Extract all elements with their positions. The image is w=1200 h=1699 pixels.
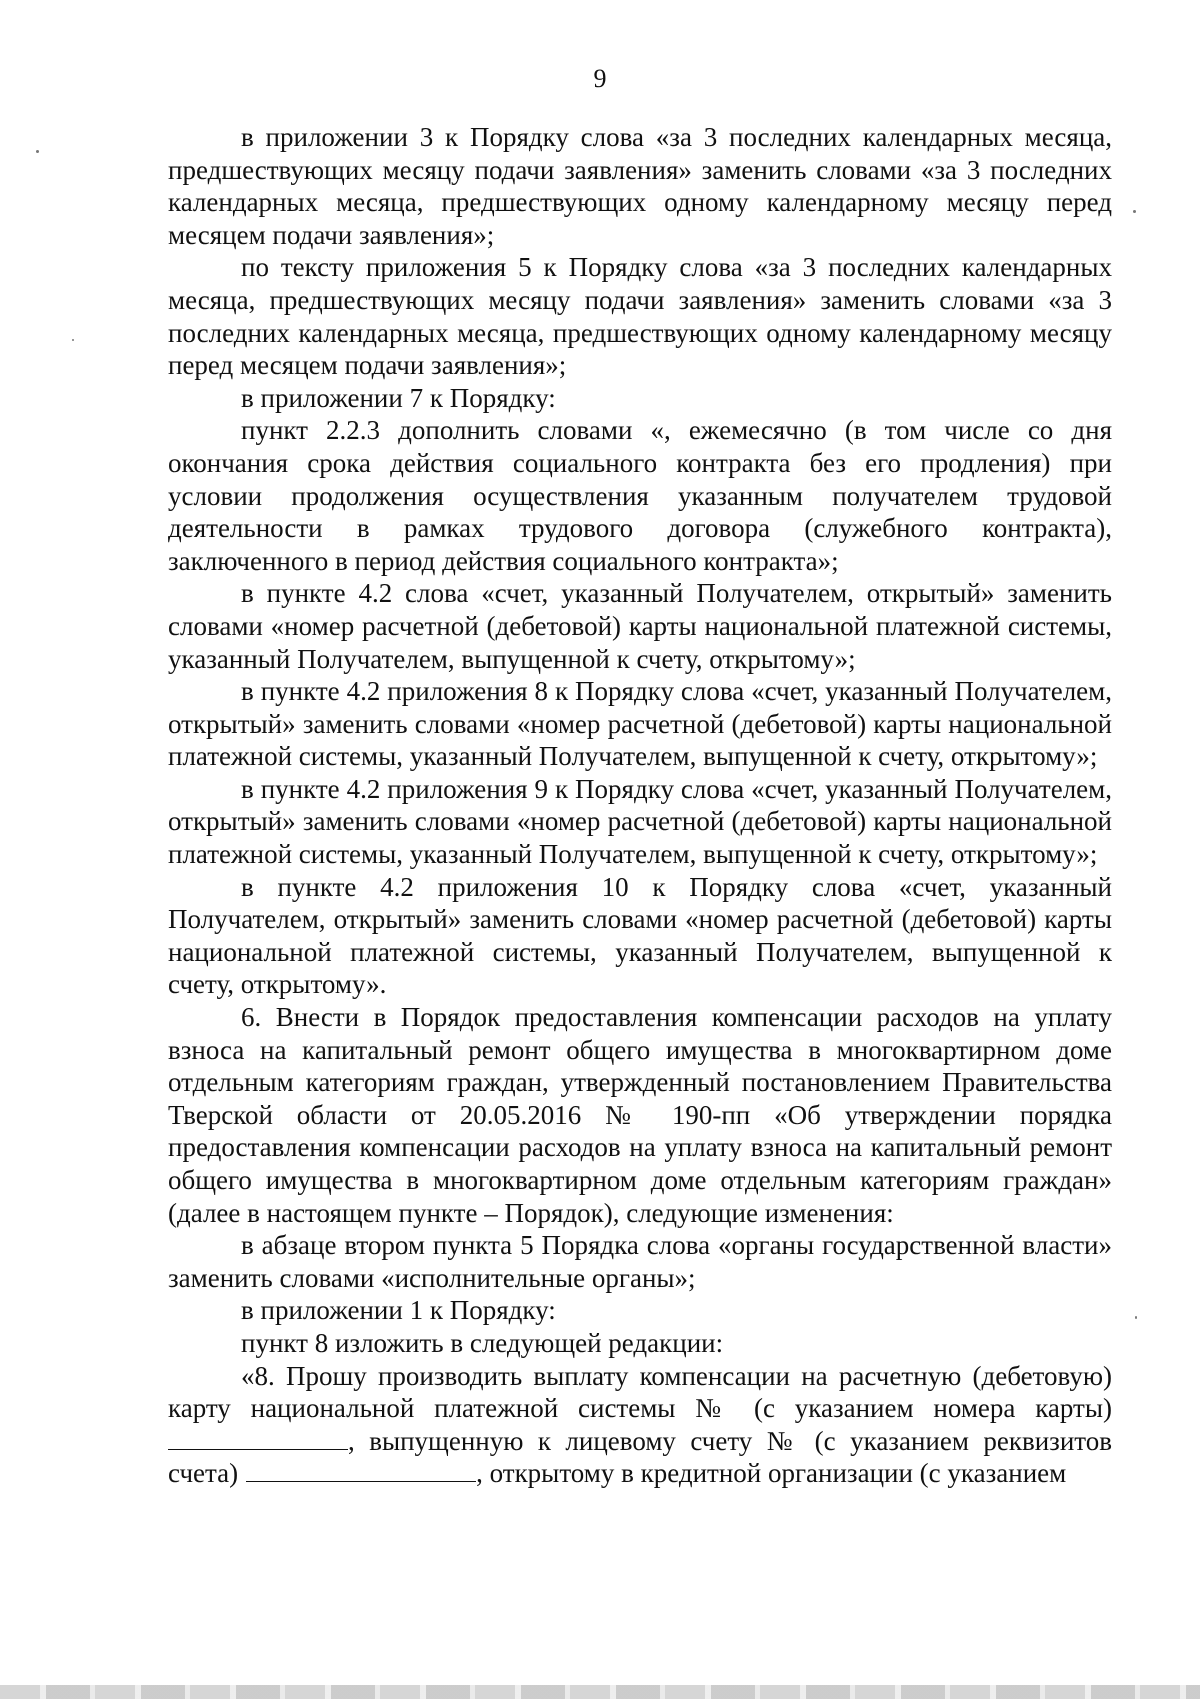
paragraph-item-8-text	[168, 1360, 1112, 1490]
card-number-blank	[168, 1429, 348, 1450]
paragraph-appendix-1-intro: в приложении 1 к Порядку:	[241, 1295, 556, 1326]
paragraph-appendix-8: в пункте 4.2 приложения 8 к Порядку слова «счет, указанный Получателем, открытый» заменить словами «номер расчетной (дебетовой) карты национальной платежной системы, указанный Получателем, выпущенной к счету, открытому»;	[168, 676, 1112, 772]
scan-speck	[72, 339, 74, 341]
item-8-text-part-1: «8. Прошу производить выплату компенсации на расчетную (дебетовую) карту национальной платежной системы № (с указанием номера карты)	[168, 1360, 1112, 1424]
paragraph-section-6: 6. Внести в Порядок предоставления компенсации расходов на уплату взноса на капитальный ремонт общего имущества в многоквартирном доме отдельным категориям граждан, утвержденный постановлением Правительства Тверской области от 20.05.2016 № 190-пп «Об утверждении порядка предоставления компенсации расходов на уплату взноса на капитальный ремонт общего имущества в многоквартирном доме отдельным категориям граждан» (далее в настоящем пункте – Порядок), следующие изменения:	[168, 1002, 1112, 1228]
paragraph-item-4-2: в пункте 4.2 слова «счет, указанный Получателем, открытый» заменить словами «номер расчетной (дебетовой) карты национальной платежной системы, указанный Получателем, выпущенной к счету, открытому»;	[168, 578, 1112, 674]
paragraph-appendix-10: в пункте 4.2 приложения 10 к Порядку слова «счет, указанный Получателем, открытый» заменить словами «номер расчетной (дебетовой) карты национальной платежной системы, указанный Получателем, выпущенной к счету, открытому».	[168, 871, 1112, 1000]
paragraph-appendix-3: в приложении 3 к Порядку слова «за 3 последних календарных месяца, предшествующих месяцу подачи заявления» заменить словами «за 3 последних календарных месяца, предшествующих одному календарному месяцу перед месяцем подачи заявления»;	[168, 122, 1112, 250]
item-8-text-part-2: , выпущенную к лицевому счету № (с указанием реквизитов счета)	[168, 1425, 1112, 1489]
paragraph-appendix-5: по тексту приложения 5 к Порядку слова «за 3 последних календарных месяца, предшествующих месяцу подачи заявления» заменить словами «за 3 последних календарных месяца, предшествующих одному календарному месяцу перед месяцем подачи заявления»;	[168, 252, 1112, 381]
paragraph-item-8-intro: пункт 8 изложить в следующей редакции:	[241, 1327, 724, 1358]
paragraph-appendix-7-intro: в приложении 7 к Порядку:	[241, 382, 556, 413]
paragraph-section-6-item-5: в абзаце втором пункта 5 Порядка слова «органы государственной власти» заменить словами «исполнительные органы»;	[168, 1230, 1112, 1293]
paragraph-item-2-2-3: пункт 2.2.3 дополнить словами «, ежемесячно (в том числе со дня окончания срока действия социального контракта без его продления) при условии продолжения осуществления указанным получателем трудовой деятельности в рамках трудового договора (служебного контракта), заключенного в период действия социального контракта»;	[168, 415, 1112, 576]
paragraph-appendix-9: в пункте 4.2 приложения 9 к Порядку слова «счет, указанный Получателем, открытый» заменить словами «номер расчетной (дебетовой) карты национальной платежной системы, указанный Получателем, выпущенной к счету, открытому»;	[168, 773, 1112, 870]
scan-bottom-edge	[0, 1685, 1200, 1699]
page-number: 9	[593, 64, 607, 93]
scan-speck	[1133, 210, 1136, 213]
account-details-blank	[246, 1461, 476, 1482]
scan-speck	[1135, 1316, 1137, 1319]
item-8-text-part-3: , открытому в кредитной организации (с указанием	[476, 1458, 1067, 1489]
document-body	[168, 121, 1112, 1490]
scan-speck	[36, 150, 39, 153]
